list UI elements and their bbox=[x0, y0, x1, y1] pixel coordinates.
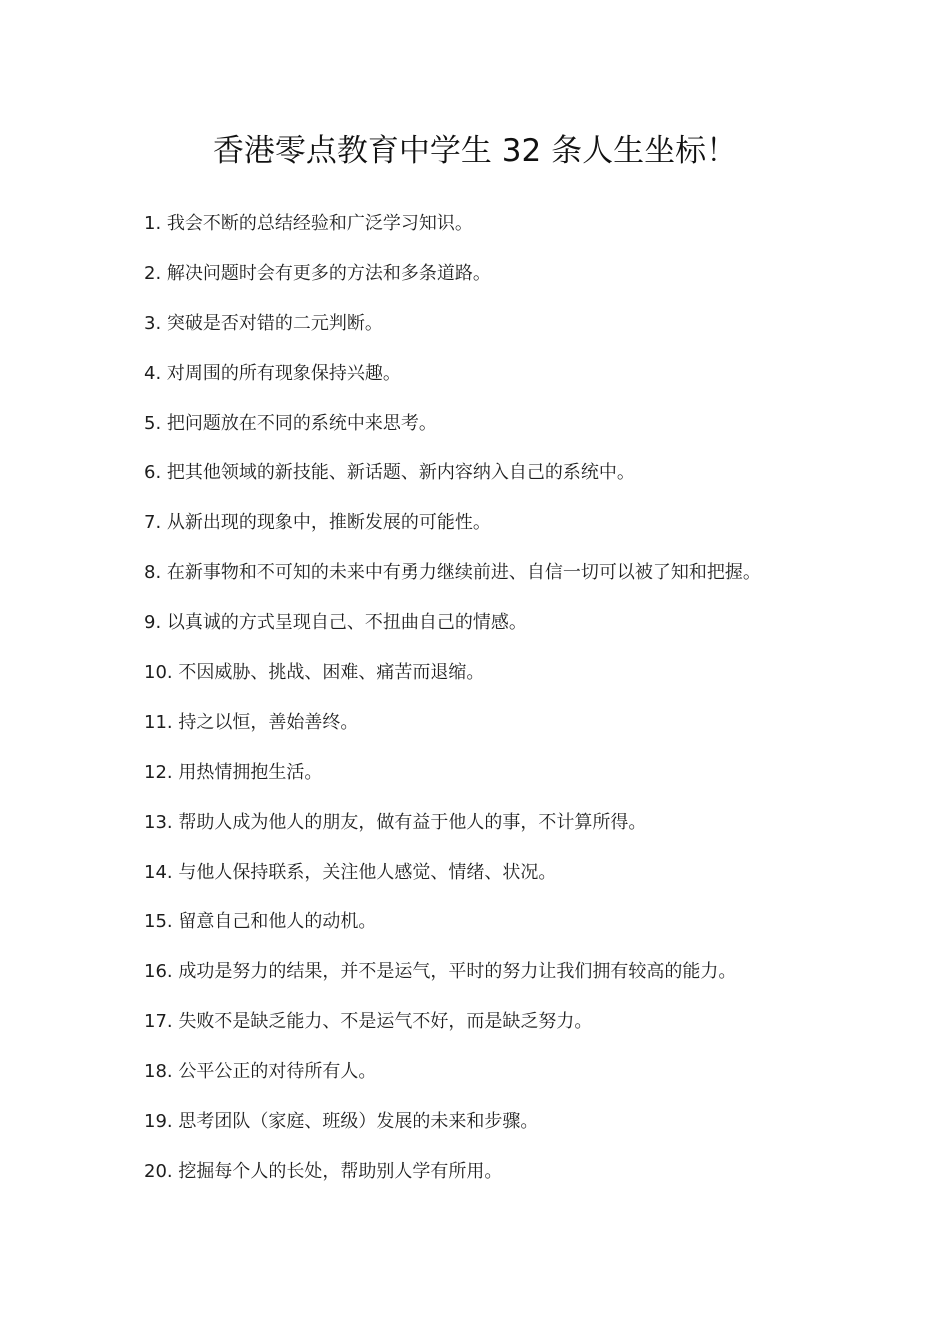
list-item: 16. 成功是努力的结果，并不是运气，平时的努力让我们拥有较高的能力。 bbox=[144, 961, 737, 983]
list-item: 10. 不因威胁、挑战、困难、痛苦而退缩。 bbox=[144, 662, 485, 684]
list-item: 12. 用热情拥抱生活。 bbox=[144, 761, 323, 783]
list-item: 5. 把问题放在不同的系统中来思考。 bbox=[144, 412, 437, 434]
list-item: 8. 在新事物和不可知的未来中有勇力继续前进、自信一切可以被了知和把握。 bbox=[144, 562, 761, 584]
item-list bbox=[144, 206, 924, 1204]
list-item: 7. 从新出现的现象中，推断发展的可能性。 bbox=[144, 512, 491, 534]
list-item: 3. 突破是否对错的二元判断。 bbox=[144, 312, 383, 334]
list-item: 17. 失败不是缺乏能力、不是运气不好，而是缺乏努力。 bbox=[144, 1011, 593, 1033]
list-item: 9. 以真诚的方式呈现自己、不扭曲自己的情感。 bbox=[144, 612, 527, 634]
list-item: 13. 帮助人成为他人的朋友，做有益于他人的事，不计算所得。 bbox=[144, 811, 647, 833]
list-item: 14. 与他人保持联系，关注他人感觉、情绪、状况。 bbox=[144, 861, 557, 883]
list-item: 6. 把其他领域的新技能、新话题、新内容纳入自己的系统中。 bbox=[144, 462, 635, 484]
list-item: 19. 思考团队（家庭、班级）发展的未来和步骤。 bbox=[144, 1111, 539, 1133]
list-item: 18. 公平公正的对待所有人。 bbox=[144, 1061, 377, 1083]
list-item: 4. 对周围的所有现象保持兴趣。 bbox=[144, 362, 401, 384]
page-title: 香港零点教育中学生 32 条人生坐标！ bbox=[212, 133, 738, 169]
list-item: 20. 挖掘每个人的长处，帮助别人学有所用。 bbox=[144, 1160, 503, 1182]
list-item: 1. 我会不断的总结经验和广泛学习知识。 bbox=[144, 213, 473, 234]
list-item: 15. 留意自己和他人的动机。 bbox=[144, 911, 377, 933]
list-item: 2. 解决问题时会有更多的方法和多条道路。 bbox=[144, 262, 491, 284]
list-item: 11. 持之以恒，善始善终。 bbox=[144, 711, 359, 733]
